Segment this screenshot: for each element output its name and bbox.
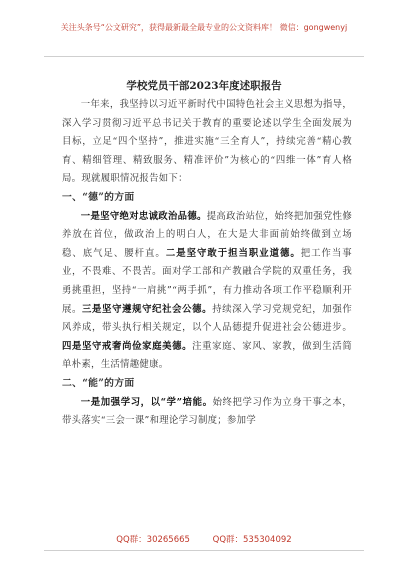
intro-paragraph: 一年来，我坚持以习近平新时代中国特色社会主义思想为指导，深入学习贯彻习近平总书记关于教育的重要论述以学生全面发展为目标，立足“四个坚持”，推进实施“三全育人”，持续完善“精心教育、精细管理、精致服务、精准评价”为核心的“四维一体”育人格局。现就履职情况报告如下：	[62, 99, 352, 185]
ability-paragraph	[62, 394, 352, 431]
point-heading: 一是坚守绝对忠诚政治品德。	[80, 210, 207, 222]
qq-group-1: QQ群：30265665	[116, 535, 190, 545]
section-heading-ability: 二、“能”的方面	[62, 377, 135, 389]
point-text: 持续深入学习党规党纪，加强作风养成，带头执行相关规定，以个人品德提升促进社会公德进步。	[62, 303, 353, 334]
header-banner: 关注头条号“公文研究”，获得最新最全最专业的公文资料库！ 微信：gongwenyj	[60, 23, 348, 32]
footer-bar	[0, 530, 408, 550]
virtue-paragraph	[62, 208, 352, 375]
document-title: 学校党员干部2023年度述职报告	[126, 80, 282, 92]
point-heading: 二是坚守敢于担当职业道德。	[165, 247, 301, 259]
point-text: 提高政治站位，始终把加强党性修养放在首位，做政治上的明白人，在大是大非面前始终做到立场稳、底气足、腰杆直。	[62, 210, 352, 259]
section-heading-virtue: 一、“德”的方面	[62, 191, 135, 203]
point-text: 把工作当事业，不畏难、不畏苦。面对学工部和产教融合学院的双重任务，我勇挑重担，坚持“一肩挑”“两手抓”，有力推动各项工作平稳顺利开展。	[62, 247, 352, 315]
document-body	[62, 96, 352, 431]
point-heading: 一是加强学习，以“学”培能。	[80, 396, 213, 408]
point-heading: 四是坚守戒奢尚俭家庭美德。	[62, 340, 193, 352]
point-text: 注重家庭、家风、家教，做到生活简单朴素，生活情趣健康。	[62, 340, 352, 371]
header-divider	[44, 56, 364, 57]
qq-group-2: QQ群：535304092	[212, 535, 292, 545]
footer-divider	[44, 550, 364, 551]
point-text: 始终把学习作为立身干事之本，带头落实“三会一课”和理论学习制度；参加学	[62, 396, 352, 427]
point-heading: 三是坚守遵规守纪社会公德。	[82, 303, 213, 315]
